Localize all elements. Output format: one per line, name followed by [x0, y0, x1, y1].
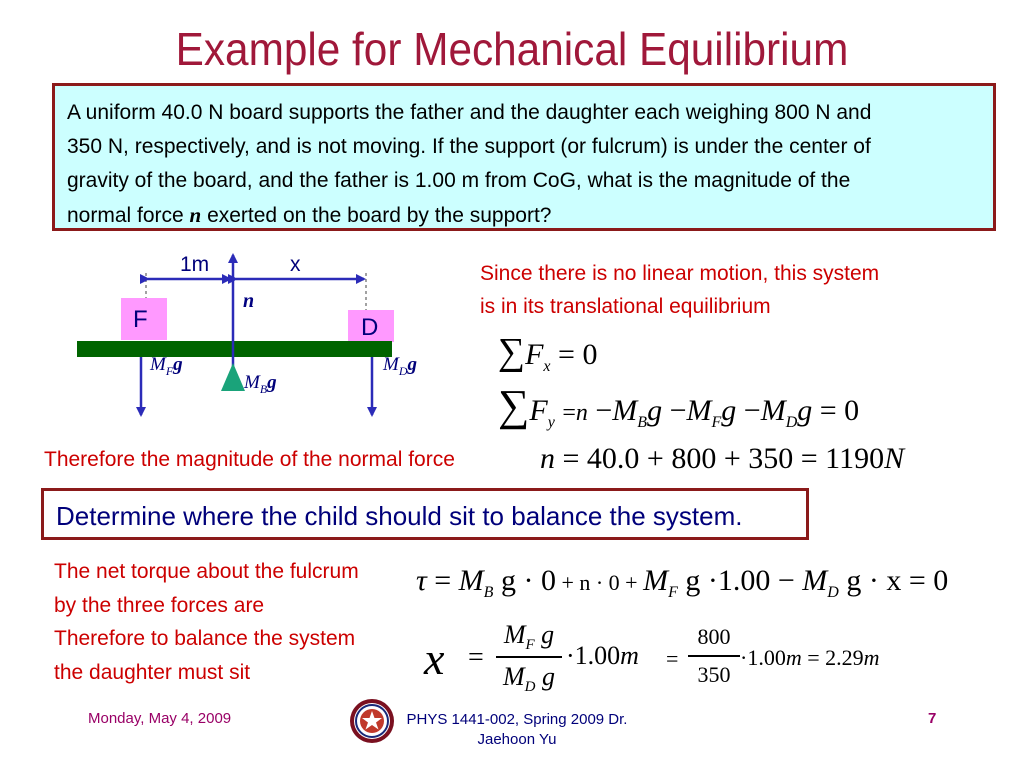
torque-part-1: = [426, 564, 459, 597]
x-unit-1: m [620, 641, 639, 670]
equation-sum-fy [498, 380, 859, 432]
torque-p1: g · 0 [493, 564, 556, 597]
torque-p2: + n · 0 + [555, 570, 644, 595]
n-result-expr: = 40.0 + 800 + 350 = 1190 [555, 442, 885, 475]
normal-force-symbol: n [189, 203, 202, 227]
father-weight-sub: F [165, 363, 174, 378]
torque-p3: g ·1.00 − [677, 564, 803, 597]
dim-label-x: x [290, 253, 301, 276]
problem-line-2: 350 N, respectively, and is not moving. If the support (or fulcrum) is under the center of [67, 135, 871, 158]
torque-m3: M [802, 564, 828, 597]
board-weight-sub: B [259, 381, 268, 396]
torque-m1: M [458, 564, 484, 597]
x-unit-2: m [785, 645, 802, 670]
sum-fx-rhs: = 0 [558, 338, 598, 371]
university-seal-icon [349, 698, 395, 744]
torque-tau: τ [416, 564, 427, 597]
problem-line-4-after: exerted on the board by the support? [201, 204, 552, 227]
translational-line-1: Since there is no linear motion, this system [480, 262, 880, 285]
sum-fy-s2: F [711, 414, 722, 431]
daughter-weight-m: M [383, 354, 399, 375]
equation-n-result [540, 442, 904, 476]
sum-fy-sigma: ∑ [498, 381, 530, 430]
x-times-2: ·1.00 [740, 645, 786, 670]
sum-fy-g2: g [721, 394, 737, 427]
normal-force-text: Therefore the magnitude of the normal force [44, 448, 455, 471]
diagram-n-label: n [243, 290, 255, 312]
daughter-weight-label [383, 354, 417, 379]
sum-fy-minus-1: − [595, 394, 613, 427]
sum-fx-sub: x [543, 358, 551, 375]
father-weight-g: g [173, 354, 183, 375]
x-times-1: ·1.00 [566, 641, 621, 670]
sum-fx-sigma: ∑ [498, 331, 526, 373]
balance-text [54, 622, 355, 690]
x-result-fraction-bar [496, 656, 562, 658]
x-result-denominator [496, 662, 562, 696]
board-weight-label [244, 372, 277, 397]
footer-date: Monday, May 4, 2009 [88, 710, 232, 727]
board [77, 341, 392, 357]
daughter-weight-g: g [407, 354, 417, 375]
balance-line-2: the daughter must sit [54, 661, 251, 684]
father-box-label: F [133, 306, 148, 333]
question-text: Determine where the child should sit to balance the system. [56, 501, 743, 531]
page-number: 7 [928, 710, 937, 727]
torque-s2: F [668, 584, 678, 601]
sum-fy-minus-3: − [743, 394, 761, 427]
father-weight-label [150, 354, 183, 379]
x-eq-3: = 2.29 [801, 645, 864, 670]
problem-line-4-before: normal force [67, 204, 190, 227]
x-result-fraction-bar-2 [688, 655, 740, 657]
problem-statement-box [52, 83, 996, 231]
sum-fx-f: F [525, 338, 544, 371]
sum-fy-m1: M [612, 394, 638, 427]
problem-line-1: A uniform 40.0 N board supports the father and the daughter each weighing 800 N and [67, 101, 872, 124]
n-result-n: n [540, 442, 555, 475]
torque-text [54, 555, 359, 623]
sum-fy-m3: M [760, 394, 786, 427]
x-result-eq-2: = [666, 646, 679, 671]
sum-fy-eq: = [562, 400, 576, 426]
sum-fy-rhs: = 0 [819, 394, 860, 427]
seesaw-diagram [70, 245, 400, 435]
torque-s3: D [827, 584, 839, 601]
dim-label-1m: 1m [180, 253, 210, 276]
problem-line-4 [67, 198, 981, 233]
board-weight-m: M [244, 372, 260, 393]
footer-course-line-1: PHYS 1441-002, Spring 2009 Dr. [406, 711, 628, 728]
equation-sum-fx [498, 330, 597, 376]
sum-fy-f: F [529, 394, 548, 427]
torque-s1: B [483, 584, 494, 601]
father-weight-m: M [150, 354, 166, 375]
x-num-m: M [503, 620, 526, 649]
n-result-unit: N [884, 442, 905, 475]
x-den-s: D [524, 679, 536, 696]
daughter-box-label: D [361, 314, 379, 341]
x-result-eq: = [468, 642, 484, 673]
x-result-tail [740, 645, 880, 671]
x-result-times-1 [566, 641, 639, 671]
sum-fy-g3: g [797, 394, 813, 427]
torque-line-2: by the three forces are [54, 594, 265, 617]
x-result-num-2: 800 [697, 624, 731, 649]
x-unit-3: m [863, 645, 880, 670]
sum-fy-g1: g [647, 394, 663, 427]
equation-torque [416, 564, 948, 602]
x-num-s: F [525, 637, 535, 654]
sum-fy-sub: y [547, 414, 555, 431]
question-box [41, 488, 809, 540]
fulcrum-triangle [221, 363, 245, 391]
sum-fy-s1: B [637, 414, 648, 431]
daughter-weight-sub: D [398, 363, 408, 378]
sum-fy-s3: D [785, 414, 798, 431]
sum-fy-minus-2: − [669, 394, 687, 427]
torque-p4: g · x = 0 [838, 564, 949, 597]
sum-fy-m2: M [686, 394, 712, 427]
sum-fy-n: n [575, 400, 588, 426]
torque-line-1: The net torque about the fulcrum [54, 560, 359, 583]
slide-title: Example for Mechanical Equilibrium [175, 23, 849, 75]
x-den-g: g [535, 662, 555, 691]
x-result-den-2: 350 [697, 662, 731, 687]
torque-m2: M [643, 564, 669, 597]
board-weight-g: g [267, 372, 277, 393]
problem-line-3: gravity of the board, and the father is 1.00 m from CoG, what is the magnitude of the [67, 169, 851, 192]
translational-line-2: is in its translational equilibrium [480, 295, 771, 318]
x-result-symbol: x [424, 633, 445, 684]
balance-line-1: Therefore to balance the system [54, 627, 356, 650]
footer-course [392, 710, 642, 750]
x-result-numerator [496, 620, 562, 654]
x-den-m: M [502, 662, 525, 691]
x-num-g: g [534, 620, 555, 649]
footer-course-line-2: Jaehoon Yu [477, 731, 557, 748]
translational-text [480, 257, 879, 323]
